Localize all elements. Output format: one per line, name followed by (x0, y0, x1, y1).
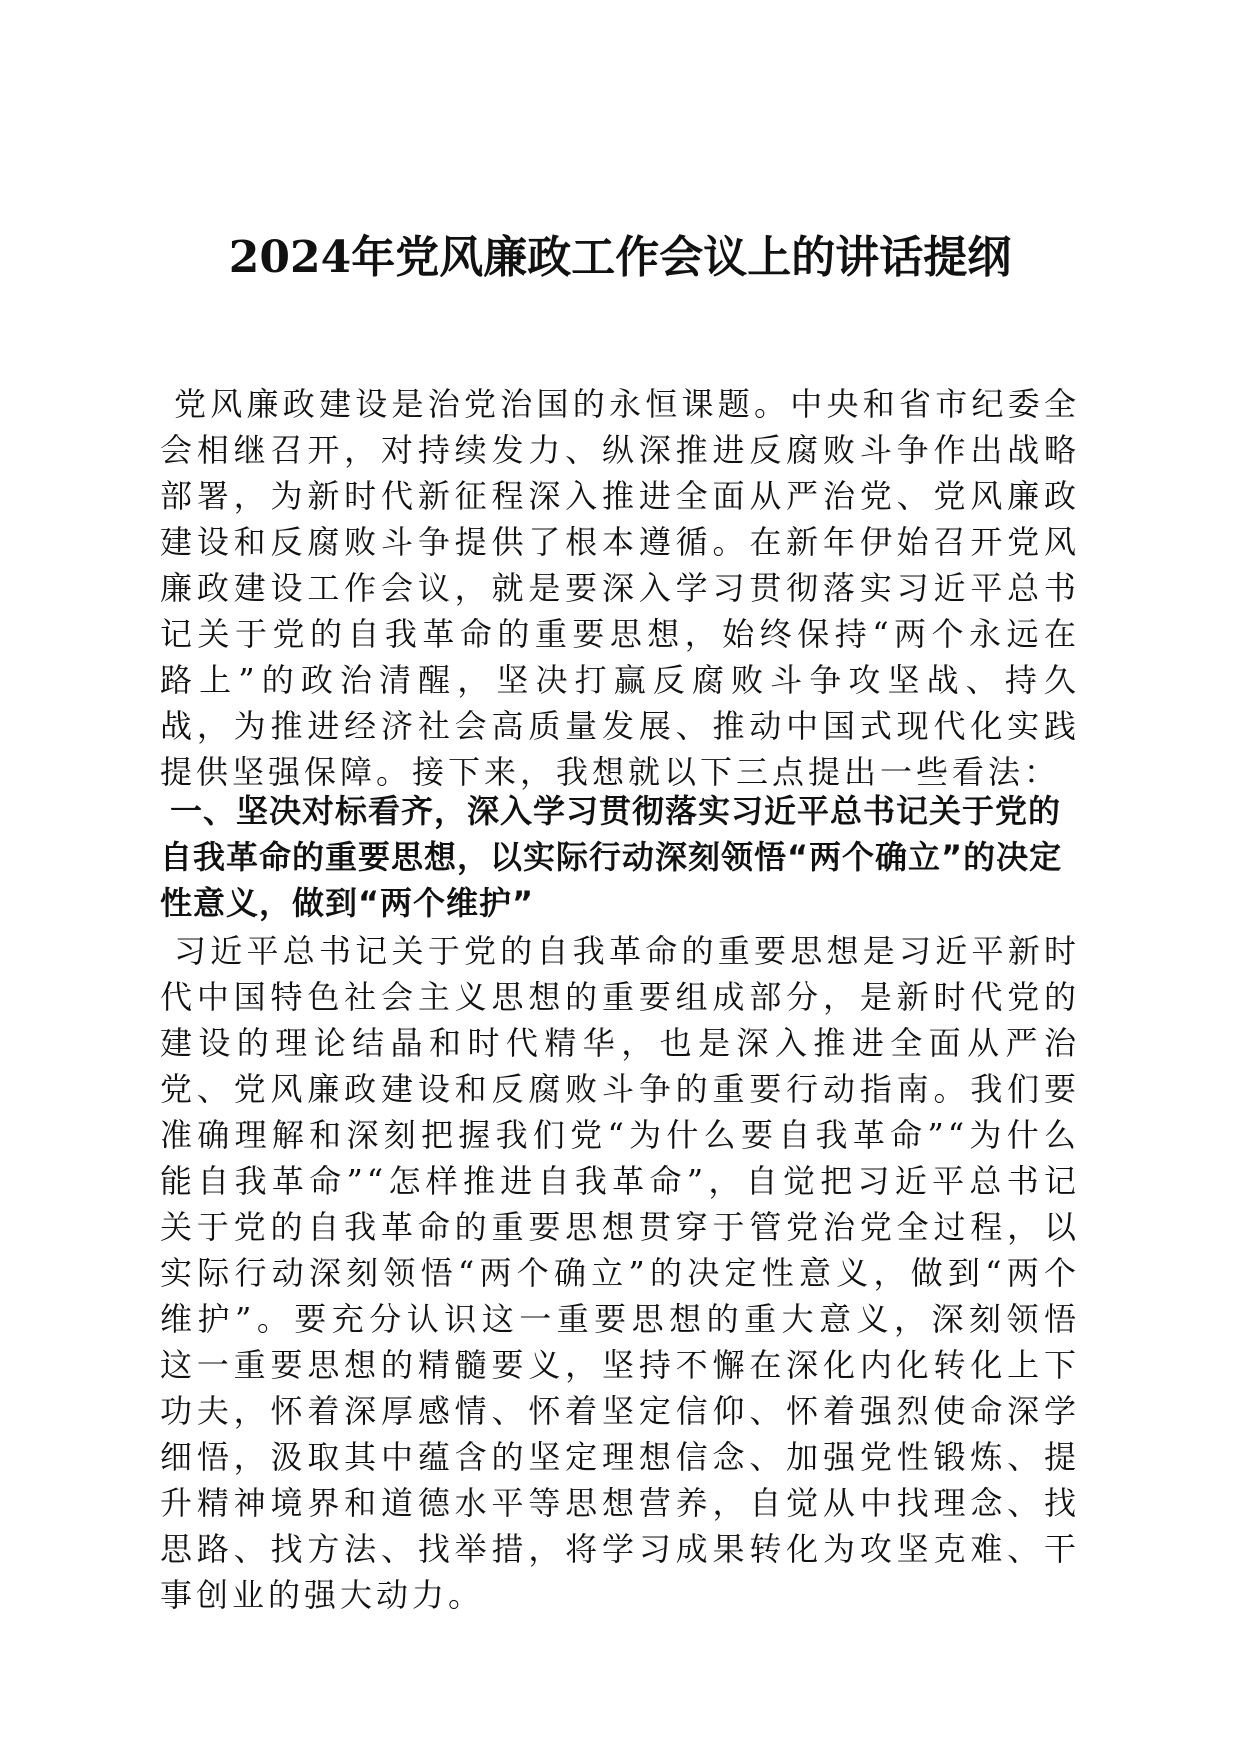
intro-paragraph: 党风廉政建设是治党治国的永恒课题。中央和省市纪委全会相继召开，对持续发力、纵深推进反腐败斗争作出战略部署，为新时代新征程深入推进全面从严治党、党风廉政建设和反腐败斗争提供了根本遵循。在新年伊始召开党风廉政建设工作会议，就是要深入学习贯彻落实习近平总书记关于党的自我革命的重要思想，始终保持“两个永远在路上”的政治清醒，坚决打赢反腐败斗争攻坚战、持久战，为推进经济社会高质量发展、推动中国式现代化实践提供坚强保障。接下来，我想就以下三点提出一些看法： (160, 385, 1080, 791)
section-1-paragraph: 习近平总书记关于党的自我革命的重要思想是习近平新时代中国特色社会主义思想的重要组成部分，是新时代党的建设的理论结晶和时代精华，也是深入推进全面从严治党、党风廉政建设和反腐败斗争的重要行动指南。我们要准确理解和深刻把握我们党“为什么要自我革命”“为什么能自我革命”“怎样推进自我革命”，自觉把习近平总书记关于党的自我革命的重要思想贯穿于管党治党全过程，以实际行动深刻领悟“两个确立”的决定性意义，做到“两个维护”。要充分认识这一重要思想的重大意义，深刻领悟这一重要思想的精髓要义，坚持不懈在深化内化转化上下功夫，怀着深厚感情、怀着坚定信仰、怀着强烈使命深学细悟，汲取其中蕴含的坚定理想信念、加强党性锻炼、提升精神境界和道德水平等思想营养，自觉从中找理念、找思路、找方法、找举措，将学习成果转化为攻坚克难、干事创业的强大动力。 (160, 932, 1080, 1614)
document-title: 2024年党风廉政工作会议上的讲话提纲 (228, 232, 1012, 283)
section-1-heading: 一、坚决对标看齐，深入学习贯彻落实习近平总书记关于党的自我革命的重要思想，以实际行动深刻领悟“两个确立”的决定性意义，做到“两个维护” (160, 792, 1063, 922)
